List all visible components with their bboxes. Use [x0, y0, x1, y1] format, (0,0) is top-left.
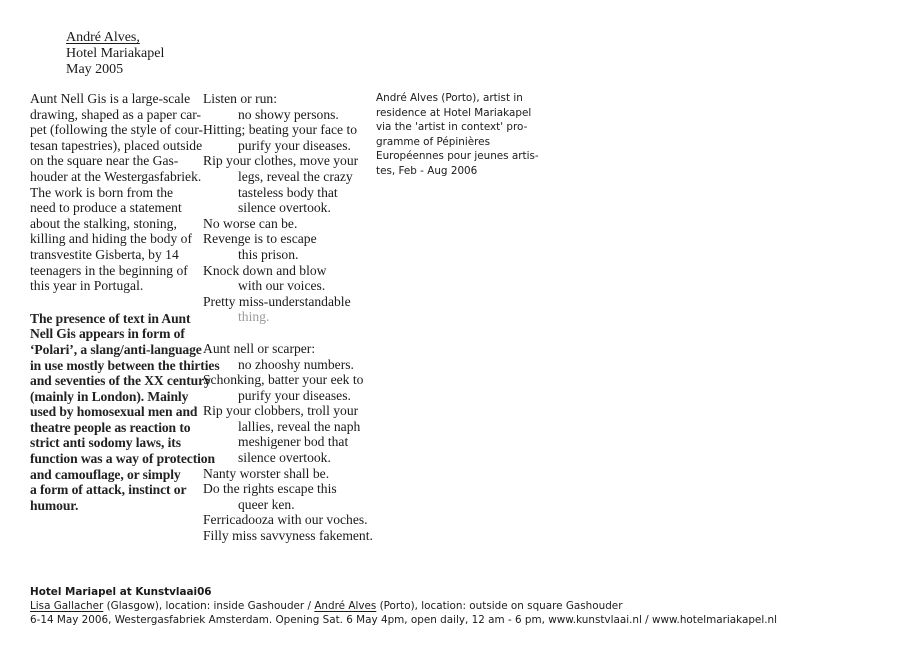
- note-line: via the 'artist in context' pro-: [376, 121, 528, 134]
- essay-line: The work is born from the: [30, 184, 174, 200]
- poem-line: Revenge is to escape: [203, 231, 317, 247]
- note-line: gramme of Pépinières: [376, 135, 490, 148]
- essay-line: tesan tapestries), placed outside: [30, 137, 203, 153]
- poem-line: meshigener bod that: [238, 434, 349, 450]
- poem-line: No worse can be.: [203, 215, 298, 231]
- essay-line: strict anti sodomy laws, its: [30, 435, 181, 451]
- poem-line: Filly miss savvyness fakement.: [203, 528, 373, 544]
- essay-line: and camouflage, or simply: [30, 466, 181, 482]
- poem-line: lallies, reveal the naph: [238, 418, 361, 434]
- essay-line: teenagers in the beginning of: [30, 262, 188, 278]
- poem-line: Rip your clobbers, troll your: [203, 403, 359, 419]
- essay-paragraph-2: [30, 310, 220, 514]
- poem-line: with our voices.: [238, 278, 326, 294]
- poem-line: Rip your clothes, move your: [203, 153, 359, 169]
- artists-line: [30, 599, 890, 613]
- essay-column: [30, 91, 220, 530]
- poem-line: purify your diseases.: [238, 137, 351, 153]
- essay-line: used by homosexual men and: [30, 404, 198, 420]
- artist-note: [376, 91, 539, 179]
- poem-line: purify your diseases.: [238, 387, 351, 403]
- poem-line: queer ken.: [238, 496, 295, 512]
- essay-line: (mainly in London). Mainly: [30, 388, 189, 404]
- essay-line: killing and hiding the body of: [30, 231, 192, 247]
- document-header: [66, 30, 164, 78]
- note-line: tes, Feb - Aug 2006: [376, 164, 478, 177]
- artist-link-lisa-gallacher[interactable]: Lisa Gallacher: [30, 600, 104, 613]
- poem-line: no showy persons.: [238, 106, 339, 122]
- essay-line: and seventies of the XX century: [30, 373, 211, 389]
- artist1-location: (Glasgow), location: inside Gashouder /: [103, 600, 315, 613]
- stanza-spacer: [203, 325, 373, 341]
- essay-line: this year in Portugal.: [30, 278, 144, 294]
- essay-line: houder at the Westergasfabriek.: [30, 168, 202, 184]
- poem-line: no zhooshy numbers.: [238, 356, 354, 372]
- poem-line: Ferricadooza with our voches.: [203, 512, 368, 528]
- poem-line: Aunt nell or scarper:: [203, 340, 316, 356]
- poem-stanza-1: [203, 91, 373, 325]
- essay-line: theatre people as reaction to: [30, 419, 191, 435]
- poem-line: silence overtook.: [238, 200, 331, 216]
- essay-line: Nell Gis appears in form of: [30, 326, 185, 342]
- poem-line: Pretty miss-understandable: [203, 293, 351, 309]
- poem-line: thing.: [238, 309, 270, 325]
- essay-line: about the stalking, stoning,: [30, 215, 177, 231]
- event-details: 6-14 May 2006, Westergasfabriek Amsterdam. Opening Sat. 6 May 4pm, open daily, 12 am - 6 pm, www.kunstvlaai.nl / www.hotelmariakapel.nl: [30, 614, 777, 627]
- poem-line: Knock down and blow: [203, 262, 327, 278]
- essay-line: humour.: [30, 497, 79, 513]
- poem-line: silence overtook.: [238, 450, 331, 466]
- note-line: Européennes pour jeunes artis-: [376, 150, 539, 163]
- poem-line: Listen or run:: [203, 91, 277, 106]
- essay-line: Aunt Nell Gis is a large-scale: [30, 91, 191, 106]
- essay-line: transvestite Gisberta, by 14: [30, 246, 179, 262]
- essay-line: need to produce a statement: [30, 200, 182, 216]
- essay-line: drawing, shaped as a paper car-: [30, 106, 202, 122]
- essay-line: a form of attack, instinct or: [30, 482, 187, 498]
- essay-line: in use mostly between the thirties: [30, 357, 220, 373]
- event-footer: [30, 585, 890, 628]
- essay-line: function was a way of protection: [30, 451, 215, 467]
- essay-line: pet (following the style of cour-: [30, 122, 204, 138]
- poem-column: [203, 91, 373, 544]
- event-title: Hotel Mariapel at Kunstvlaai06: [30, 586, 212, 598]
- poem-line: legs, reveal the crazy: [238, 168, 353, 184]
- essay-line: ‘Polari’, a slang/anti-language: [30, 341, 202, 357]
- venue-name: Hotel Mariakapel: [66, 46, 165, 61]
- poem-line: tasteless body that: [238, 184, 338, 200]
- artist2-location: (Porto), location: outside on square Gashouder: [376, 600, 623, 613]
- essay-paragraph-1: [30, 91, 205, 294]
- artist-link-andre-alves[interactable]: André Alves: [314, 600, 377, 613]
- header-date: May 2005: [66, 62, 124, 77]
- poem-line: this prison.: [238, 246, 299, 262]
- note-line: residence at Hotel Mariakapel: [376, 106, 532, 119]
- essay-line: The presence of text in Aunt: [30, 310, 191, 326]
- poem-line: Schonking, batter your eek to: [203, 372, 364, 388]
- note-line: André Alves (Porto), artist in: [376, 92, 523, 104]
- poem-line: Nanty worster shall be.: [203, 465, 330, 481]
- author-name: André Alves,: [66, 30, 140, 45]
- essay-line: on the square near the Gas-: [30, 153, 179, 169]
- poem-line: Hitting; beating your face to: [203, 122, 358, 138]
- poem-stanza-2: [203, 341, 373, 544]
- poem-line: Do the rights escape this: [203, 481, 337, 497]
